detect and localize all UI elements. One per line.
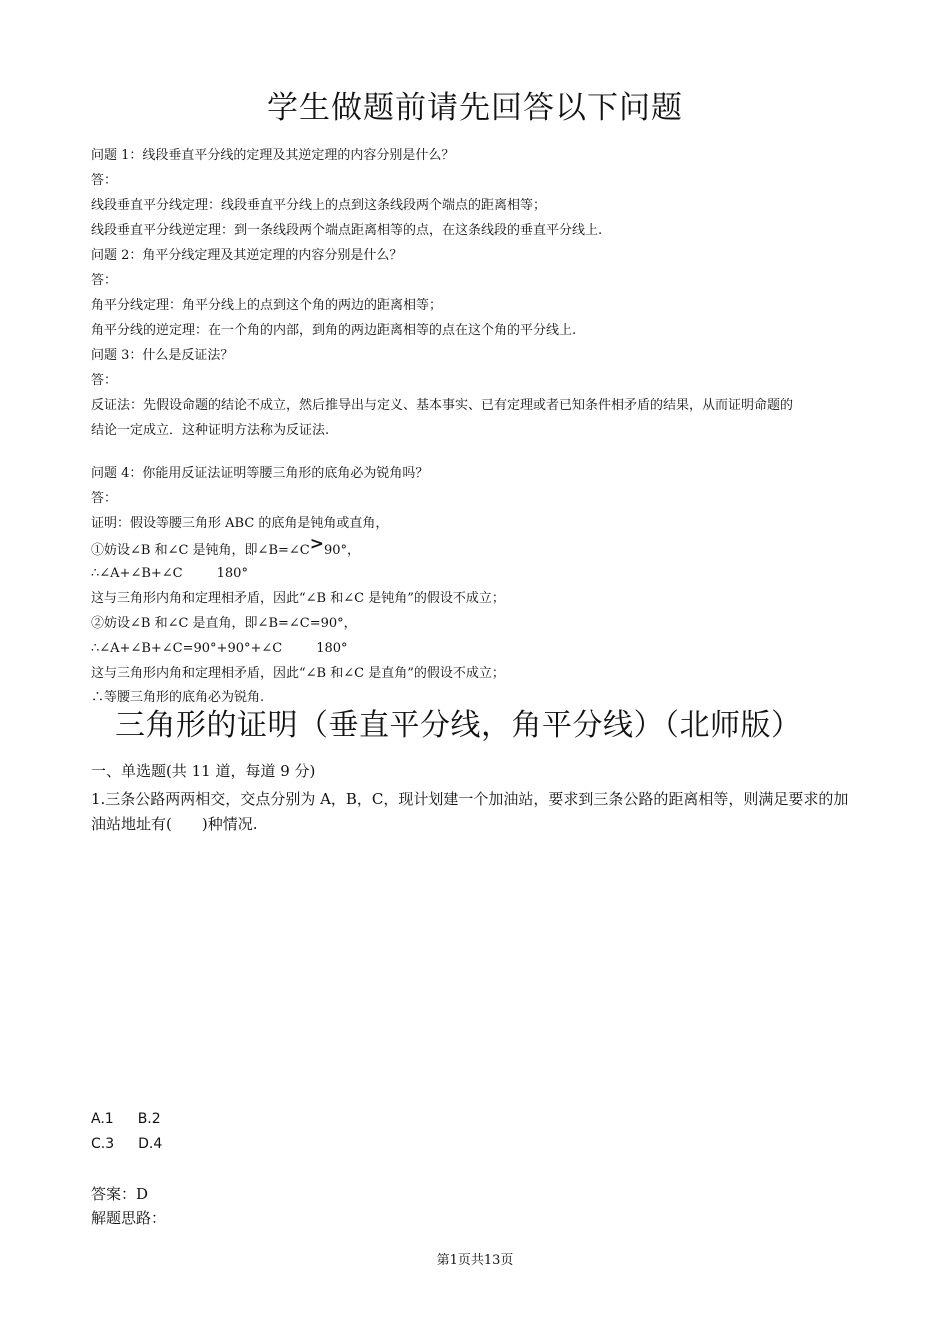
- proof-line-text: ∴∠A+∠B+∠C: [91, 566, 183, 581]
- answer-line: 线段垂直平分线逆定理：到一条线段两个端点距离相等的点，在这条线段的垂直平分线上.: [91, 223, 603, 238]
- proof-line-text: 180°: [316, 641, 348, 656]
- option-b: B.2: [137, 1111, 161, 1127]
- options-row: [91, 1135, 162, 1153]
- question-4-prompt: 问题 4：你能用反证法证明等腰三角形的底角必为锐角吗？: [91, 466, 429, 481]
- option-d: D.4: [138, 1136, 163, 1152]
- question-text: 1.三条公路两两相交，交点分别为 A，B，C，现计划建一个加油站，要求到三条公路的距离相等，则满足要求的加油站地址有( )种情况.: [91, 790, 849, 833]
- section-subtitle: 一、单选题(共 11 道，每道 9 分): [91, 762, 316, 780]
- options-row: [91, 1110, 161, 1128]
- proof-line-text: 180°: [216, 566, 248, 581]
- proof-line: ∴等腰三角形的底角必为锐角.: [91, 690, 265, 705]
- section-title: 三角形的证明（垂直平分线，角平分线）（北师版）: [115, 708, 802, 743]
- answer-label: 答：: [91, 273, 118, 288]
- greater-than-sign: >: [309, 534, 324, 554]
- answer-label: 答：: [91, 373, 118, 388]
- question-1-prompt: 问题 1：线段垂直平分线的定理及其逆定理的内容分别是什么？: [91, 148, 455, 163]
- answer-label: 答：: [91, 173, 118, 188]
- proof-line: 这与三角形内角和定理相矛盾，因此“∠B 和∠C 是钝角”的假设不成立；: [91, 591, 505, 606]
- answer-label: 答：: [91, 491, 118, 506]
- answer-text: 答案：D: [91, 1185, 149, 1203]
- question-3-prompt: 问题 3：什么是反证法？: [91, 348, 234, 363]
- option-a: A.1: [91, 1111, 114, 1127]
- page-number: 第1页共13页: [436, 1253, 514, 1268]
- answer-line: 结论一定成立．这种证明方法称为反证法.: [91, 423, 330, 438]
- option-c: C.3: [91, 1136, 115, 1152]
- answer-line: 线段垂直平分线定理：线段垂直平分线上的点到这条线段两个端点的距离相等；: [91, 198, 547, 213]
- answer-line: 反证法：先假设命题的结论不成立，然后推导出与定义、基本事实、已有定理或者已知条件相矛盾的结果，从而证明命题的: [91, 398, 794, 413]
- proof-line-text: ∴∠A+∠B+∠C=90°+90°+∠C: [91, 641, 283, 656]
- proof-line: 证明：假设等腰三角形 ABC 的底角是钝角或直角，: [91, 516, 389, 531]
- proof-line: [91, 534, 361, 559]
- solution-label: 解题思路：: [91, 1209, 167, 1227]
- answer-line: 角平分线定理：角平分线上的点到这个角的两边的距离相等；: [91, 298, 443, 313]
- proof-line-text: ①妨设∠B 和∠C 是钝角，即∠B=∠C: [91, 543, 310, 558]
- proof-line: [91, 566, 248, 582]
- proof-line: [91, 641, 348, 657]
- proof-line-text: 90°，: [323, 543, 361, 558]
- proof-line: ②妨设∠B 和∠C 是直角，即∠B=∠C=90°，: [91, 616, 357, 631]
- answer-line: 角平分线的逆定理：在一个角的内部，到角的两边距离相等的点在这个角的平分线上.: [91, 323, 577, 338]
- question-2-prompt: 问题 2：角平分线定理及其逆定理的内容分别是什么？: [91, 248, 403, 263]
- proof-line: 这与三角形内角和定理相矛盾，因此“∠B 和∠C 是直角”的假设不成立；: [91, 666, 505, 681]
- page-title: 学生做题前请先回答以下问题: [267, 90, 683, 126]
